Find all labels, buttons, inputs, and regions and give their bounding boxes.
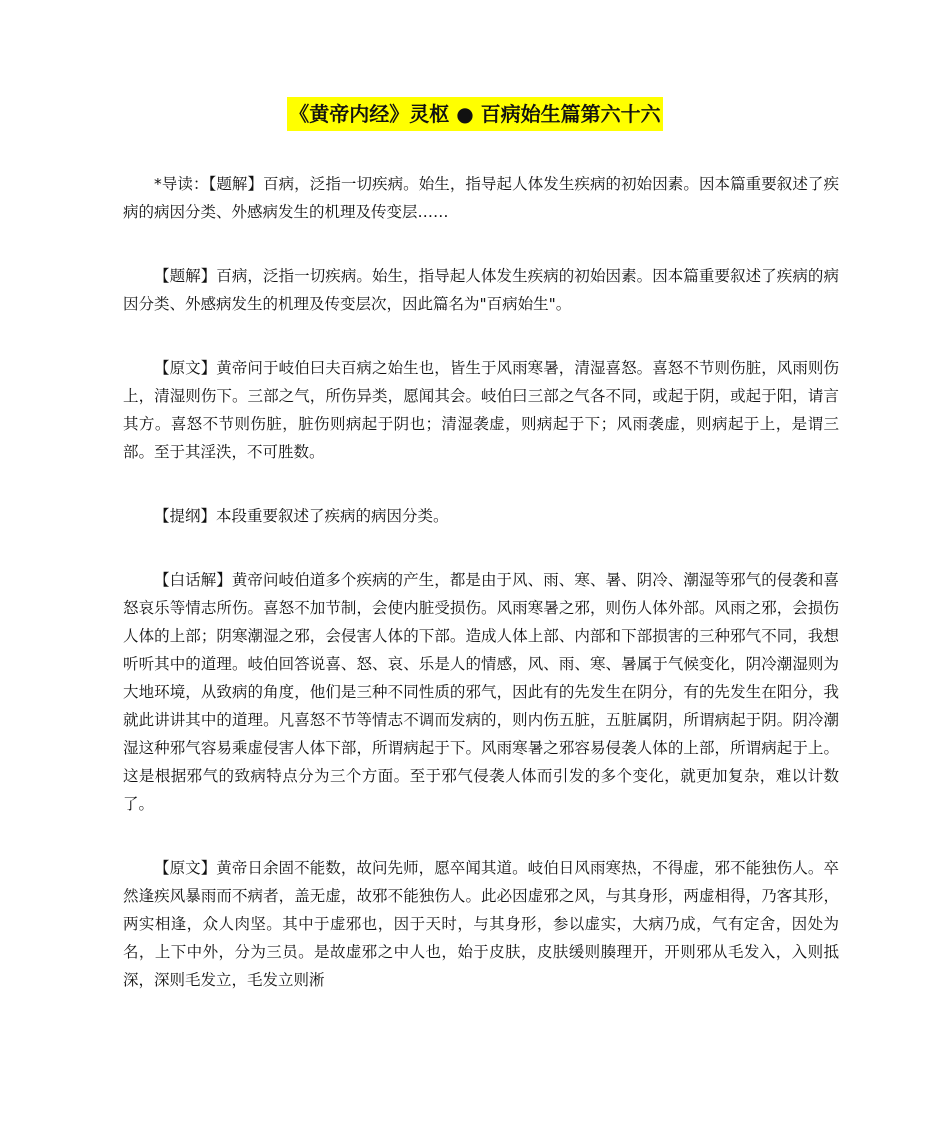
page-title: 《黄帝内经》灵枢 ● 百病始生篇第六十六 <box>287 97 662 131</box>
vernacular-paragraph: 【白话解】黄帝问岐伯道多个疾病的产生，都是由于风、雨、寒、暑、阴冷、潮湿等邪气的侵袭和喜怒哀乐等情志所伤。喜怒不加节制，会使内脏受损伤。风雨寒暑之邪，则伤人体外部。风雨之邪，会损伤人体的上部；阴寒潮湿之邪，会侵害人体的下部。造成人体上部、内部和下部损害的三种邪气不同，我想听听其中的道理。岐伯回答说喜、怒、哀、乐是人的情感，风、雨、寒、暑属于气候变化，阴冷潮湿则为大地环境，从致病的角度，他们是三种不同性质的邪气，因此有的先发生在阴分，有的先发生在阳分，我就此讲讲其中的道理。凡喜怒不节等情志不调而发病的，则内伤五脏，五脏属阴，所谓病起于阴。阴冷潮湿这种邪气容易乘虚侵害人体下部，所谓病起于下。风雨寒暑之邪容易侵袭人体的上部，所谓病起于上。这是根据邪气的致病特点分为三个方面。至于邪气侵袭人体而引发的多个变化，就更加复杂，难以计数了。 <box>123 571 839 813</box>
explanation-paragraph: 【题解】百病，泛指一切疾病。始生，指导起人体发生疾病的初始因素。因本篇重要叙述了疾病的病因分类、外感病发生的机理及传变层次，因此篇名为"百病始生"。 <box>123 267 839 313</box>
original-text-paragraph-2: 【原文】黄帝日余固不能数，故问先师，愿卒闻其道。岐伯日风雨寒热，不得虚，邪不能独伤人。卒然逢疾风暴雨而不病者，盖无虚，故邪不能独伤人。此必因虚邪之风，与其身形，两虚相得，乃客其形，两实相逢，众人肉坚。其中于虚邪也，因于天时，与其身形，参以虚实，大病乃成，气有定舍，因处为名，上下中外，分为三员。是故虚邪之中人也，始于皮肤，皮肤缓则腠理开，开则邪从毛发入，入则抵深，深则毛发立，毛发立则淅 <box>123 859 839 989</box>
document-body <box>123 170 839 1030</box>
title-container <box>0 97 950 131</box>
original-text-paragraph: 【原文】黄帝问于岐伯曰夫百病之始生也，皆生于风雨寒暑，清湿喜怒。喜怒不节则伤脏，风雨则伤上，清湿则伤下。三部之气，所伤异类，愿闻其会。岐伯曰三部之气各不同，或起于阴，或起于阳，请言其方。喜怒不节则伤脏，脏伤则病起于阴也；清湿袭虚，则病起于下；风雨袭虚，则病起于上，是谓三部。至于其淫泆，不可胜数。 <box>123 359 839 461</box>
intro-paragraph: *导读：【题解】百病，泛指一切疾病。始生，指导起人体发生疾病的初始因素。因本篇重要叙述了疾病的病因分类、外感病发生的机理及传变层…… <box>123 175 839 221</box>
outline-paragraph: 【提纲】本段重要叙述了疾病的病因分类。 <box>154 507 449 525</box>
